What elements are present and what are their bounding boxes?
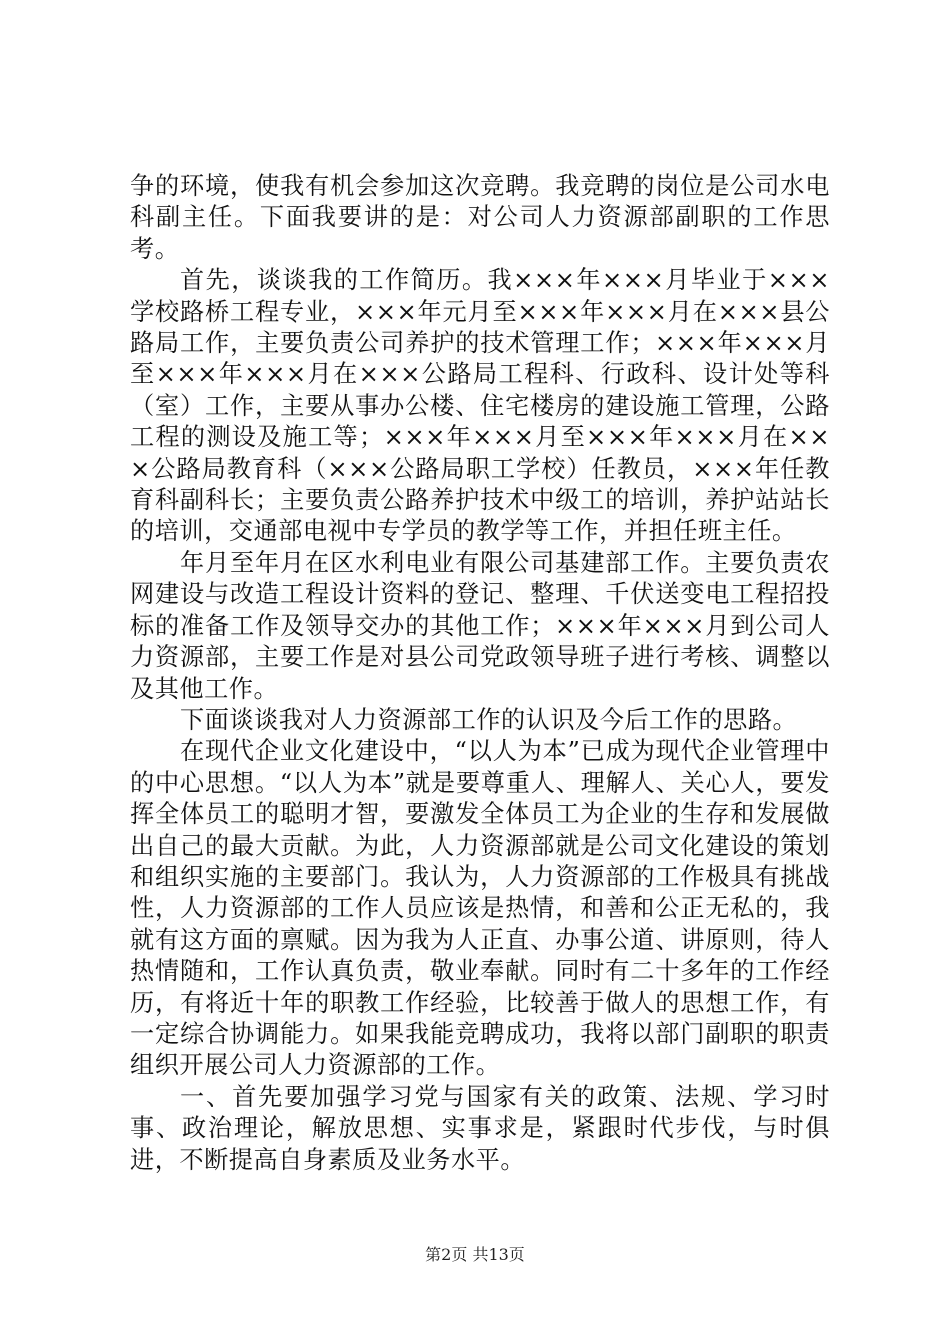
paragraph-transition: 下面谈谈我对人力资源部工作的认识及今后工作的思路。 — [180, 705, 798, 734]
document-body — [130, 171, 830, 1176]
page-number-footer: 第2页 共13页 — [425, 1245, 525, 1264]
paragraph-work-history: 首先，谈谈我的工作简历。我×××年×××月毕业于×××学校路桥工程专业，×××年元月至×××年×××月在×××县公路局工作，主要负责公司养护的技术管理工作；×××年×××月至×××年×××月在×××公路局工程科、行政科、设计处等科（室）工作，主要从事办公楼、住宅楼房的建设施工管理，公路工程的测设及施工等；×××年×××月至×××年×××月在×××公路局教育科（×××公路局职工学校）任教员，×××年任教育科副科长；主要负责公路养护技术中级工的培训，养护站站长的培训，交通部电视中专学员的教学等工作，并担任班主任。 — [130, 266, 830, 546]
paragraph-current-work: 年月至年月在区水利电业有限公司基建部工作。主要负责农网建设与改造工程设计资料的登记、整理、千伏送变电工程招投标的准备工作及领导交办的其他工作；×××年×××月到公司人力资源部，主要工作是对县公司党政领导班子进行考核、调整以及其他工作。 — [130, 548, 830, 703]
paragraph-point-one: 一、首先要加强学习党与国家有关的政策、法规、学习时事、政治理论，解放思想、实事求是，紧跟时代步伐，与时俱进，不断提高自身素质及业务水平。 — [130, 1082, 830, 1174]
paragraph-continuation: 争的环境，使我有机会参加这次竞聘。我竞聘的岗位是公司水电科副主任。下面我要讲的是：对公司人力资源部副职的工作思考。 — [130, 172, 830, 263]
paragraph-people-oriented: 在现代企业文化建设中，“以人为本”已成为现代企业管理中的中心思想。“以人为本”就是要尊重人、理解人、关心人，要发挥全体员工的聪明才智，要激发全体员工为企业的生存和发展做出自己的最大贡献。为此，人力资源部就是公司文化建设的策划和组织实施的主要部门。我认为，人力资源部的工作极具有挑战性，人力资源部的工作人员应该是热情，和善和公正无私的，我就有这方面的禀赋。因为我为人正直、办事公道、讲原则，待人热情随和，工作认真负责，敬业奉献。同时有二十多年的工作经历，有将近十年的职教工作经验，比较善于做人的思想工作，有一定综合协调能力。如果我能竞聘成功，我将以部门副职的职责组织开展公司人力资源部的工作。 — [130, 737, 830, 1080]
